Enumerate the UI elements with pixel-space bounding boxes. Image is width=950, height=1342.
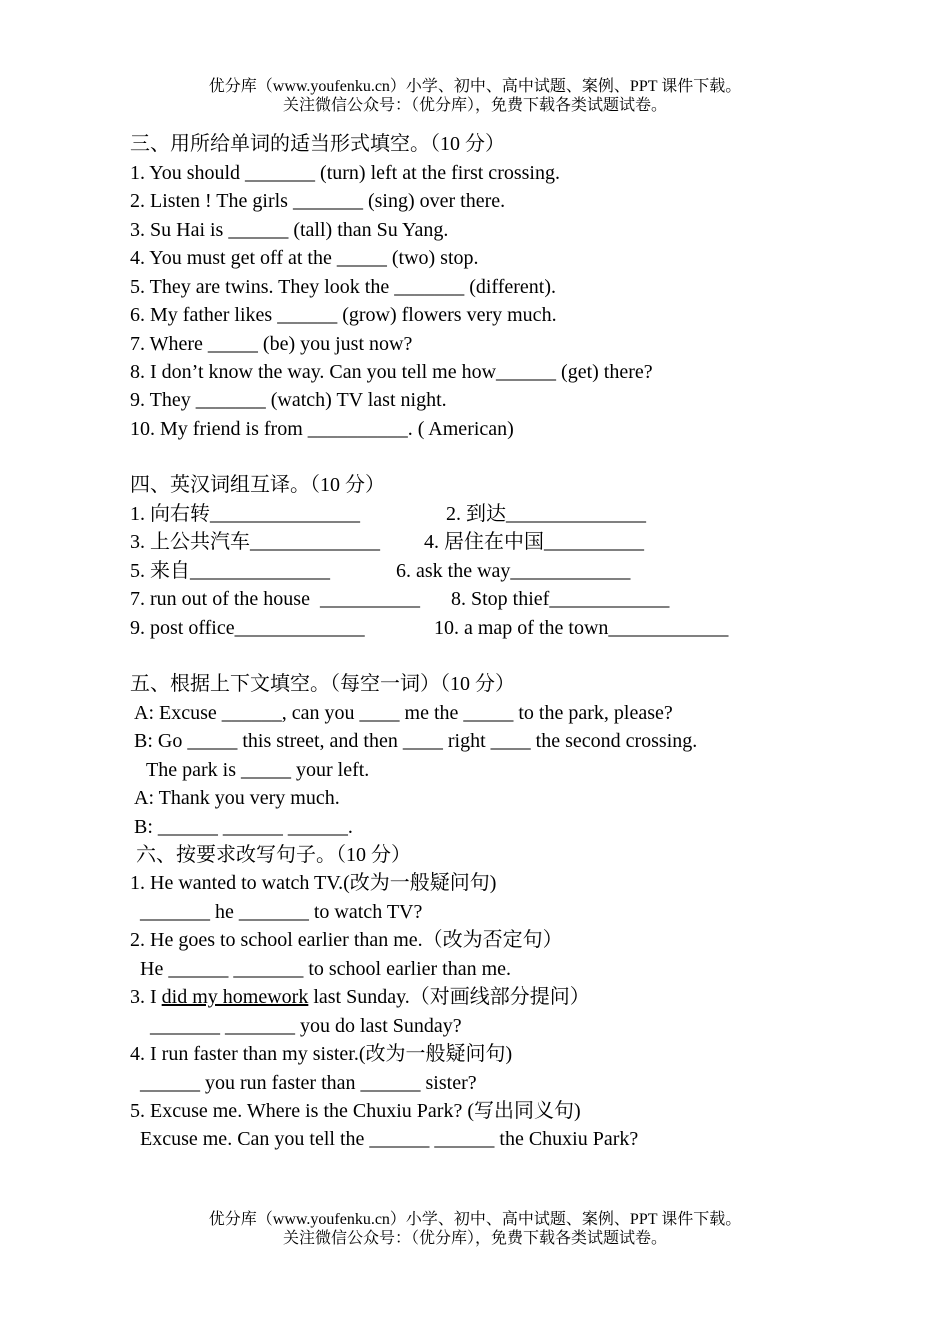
s5-line-4: A: Thank you very much. [134, 787, 340, 809]
s6-question-4: 4. I run faster than my sister.(改为一般疑问句) [130, 1043, 513, 1065]
footer-line-1: 优分库（www.youfenku.cn）小学、初中、高中试题、案例、PPT 课件下载。 [208, 1211, 742, 1228]
s4-item-9: 9. post office_____________ [130, 617, 365, 639]
s4-item-6: 6. ask the way____________ [396, 560, 631, 582]
s6-question-5: 5. Excuse me. Where is the Chuxiu Park? (写出同义句) [130, 1100, 581, 1122]
s4-item-7: 7. run out of the house __________ [130, 588, 420, 610]
s4-item-2: 2. 到达______________ [446, 503, 646, 525]
s6-q3-suffix: last Sunday.（对画线部分提问） [308, 986, 590, 1008]
s5-line-2: B: Go _____ this street, and then ____ right ____ the second crossing. [134, 730, 698, 752]
page-footer [0, 1210, 950, 1248]
s6-question-1: 1. He wanted to watch TV.(改为一般疑问句) [130, 872, 497, 894]
s6-answer-1: _______ he _______ to watch TV? [140, 901, 423, 923]
s4-item-4: 4. 居住在中国__________ [424, 531, 644, 553]
s3-item-10: 10. My friend is from __________. ( American) [130, 418, 514, 440]
s5-line-5: B: ______ ______ ______. [134, 816, 353, 838]
s4-item-10: 10. a map of the town____________ [434, 617, 729, 639]
section-5-title: 五、根据上下文填空。（每空一词）（10 分） [130, 673, 515, 695]
s6-question-3 [130, 985, 590, 1009]
s3-item-4: 4. You must get off at the _____ (two) stop. [130, 247, 479, 269]
s4-item-1: 1. 向右转_______________ [130, 503, 360, 525]
s4-item-8: 8. Stop thief____________ [451, 588, 670, 610]
section-4-title: 四、英汉词组互译。（10 分） [130, 474, 385, 496]
s6-answer-3: _______ _______ you do last Sunday? [150, 1015, 462, 1037]
page-header [0, 77, 950, 115]
s4-item-3: 3. 上公共汽车_____________ [130, 531, 380, 553]
s5-line-3: The park is _____ your left. [146, 759, 370, 781]
s3-item-5: 5. They are twins. They look the _______ (different). [130, 276, 557, 298]
s5-line-1: A: Excuse ______, can you ____ me the _____ to the park, please? [134, 702, 673, 724]
s3-item-8: 8. I don’t know the way. Can you tell me how______ (get) there? [130, 361, 653, 383]
s6-q3-underlined: did my homework [161, 986, 309, 1008]
s6-question-2: 2. He goes to school earlier than me.（改为否定句） [130, 929, 563, 951]
header-line-1: 优分库（www.youfenku.cn）小学、初中、高中试题、案例、PPT 课件下载。 [208, 78, 742, 95]
section-3-title: 三、用所给单词的适当形式填空。（10 分） [130, 133, 505, 155]
footer-line-2: 关注微信公众号：（优分库），免费下载各类试题试卷。 [282, 1230, 667, 1247]
s3-item-2: 2. Listen ! The girls _______ (sing) over there. [130, 190, 506, 212]
s3-item-9: 9. They _______ (watch) TV last night. [130, 389, 447, 411]
header-line-2: 关注微信公众号：（优分库），免费下载各类试题试卷。 [282, 97, 667, 114]
s6-answer-2: He ______ _______ to school earlier than me. [140, 958, 512, 980]
s6-answer-5: Excuse me. Can you tell the ______ ______ the Chuxiu Park? [140, 1128, 639, 1150]
s6-q3-prefix: 3. I [130, 986, 162, 1008]
s3-item-3: 3. Su Hai is ______ (tall) than Su Yang. [130, 219, 449, 241]
s6-answer-4: ______ you run faster than ______ sister? [140, 1072, 477, 1094]
section-6-title: 六、按要求改写句子。（10 分） [136, 844, 411, 866]
s4-item-5: 5. 来自______________ [130, 560, 330, 582]
s3-item-7: 7. Where _____ (be) you just now? [130, 333, 413, 355]
s3-item-6: 6. My father likes ______ (grow) flowers very much. [130, 304, 557, 326]
s3-item-1: 1. You should _______ (turn) left at the first crossing. [130, 162, 560, 184]
